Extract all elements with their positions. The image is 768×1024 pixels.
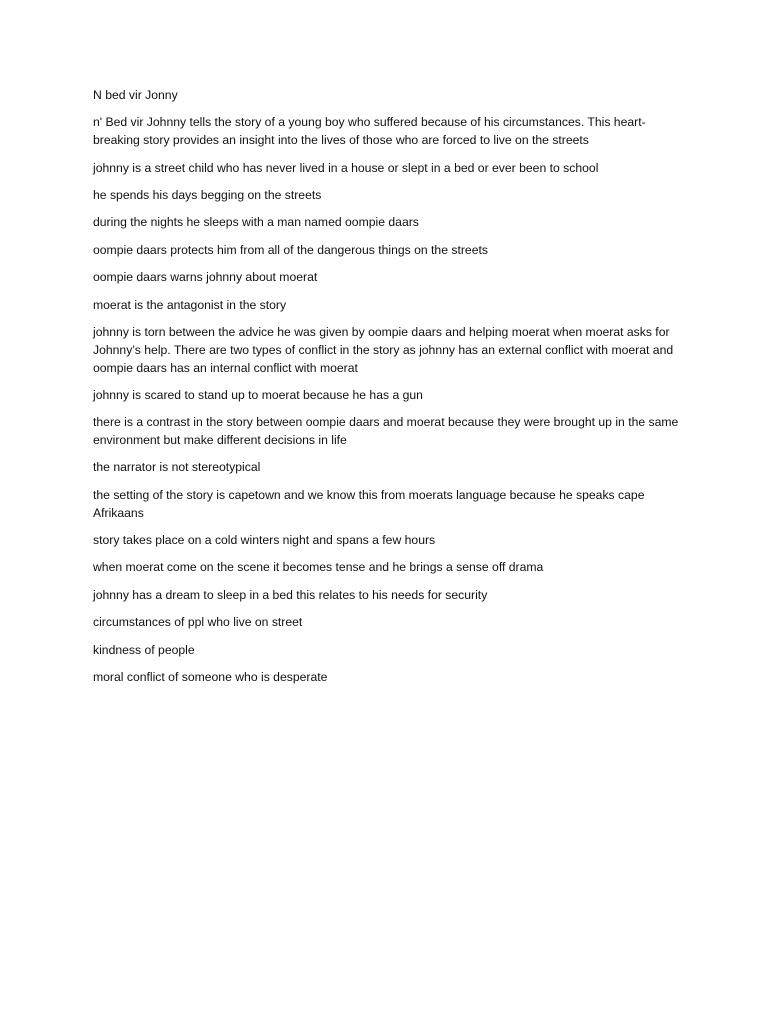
paragraph: story takes place on a cold winters night and spans a few hours — [93, 533, 436, 548]
paragraph: johnny is a street child who has never lived in a house or slept in a bed or ever been to school — [93, 160, 599, 175]
document-page — [93, 87, 683, 696]
document-title: N bed vir Jonny — [93, 88, 178, 102]
paragraph: during the nights he sleeps with a man named oompie daars — [93, 215, 419, 230]
paragraph: johnny is torn between the advice he was given by oompie daars and helping moerat when moerat asks for Johnny’s help. There are two types of conflict in the story as johnny has an external conflict with moerat and oompie daars has an internal conflict with moerat — [93, 324, 674, 375]
paragraph: the narrator is not stereotypical — [93, 460, 261, 475]
paragraph: moral conflict of someone who is desperate — [93, 670, 328, 685]
paragraph: johnny has a dream to sleep in a bed this relates to his needs for security — [93, 587, 488, 602]
paragraph: when moerat come on the scene it becomes tense and he brings a sense off drama — [93, 560, 544, 575]
paragraph: there is a contrast in the story between oompie daars and moerat because they were brought up in the same environment but make different decisions in life — [93, 415, 679, 448]
paragraph: oompie daars protects him from all of the dangerous things on the streets — [93, 242, 488, 257]
paragraph-intro: n' Bed vir Johnny tells the story of a young boy who suffered because of his circumstances. This heart-breaking story provides an insight into the lives of those who are forced to live on the streets — [93, 115, 646, 148]
paragraph: johnny is scared to stand up to moerat because he has a gun — [93, 387, 423, 402]
paragraph: circumstances of ppl who live on street — [93, 615, 303, 630]
paragraph: the setting of the story is capetown and we know this from moerats language because he speaks cape Afrikaans — [93, 487, 645, 520]
paragraph: kindness of people — [93, 642, 195, 657]
paragraph: he spends his days begging on the streets — [93, 187, 322, 202]
paragraph: oompie daars warns johnny about moerat — [93, 270, 318, 285]
paragraph: moerat is the antagonist in the story — [93, 297, 287, 312]
